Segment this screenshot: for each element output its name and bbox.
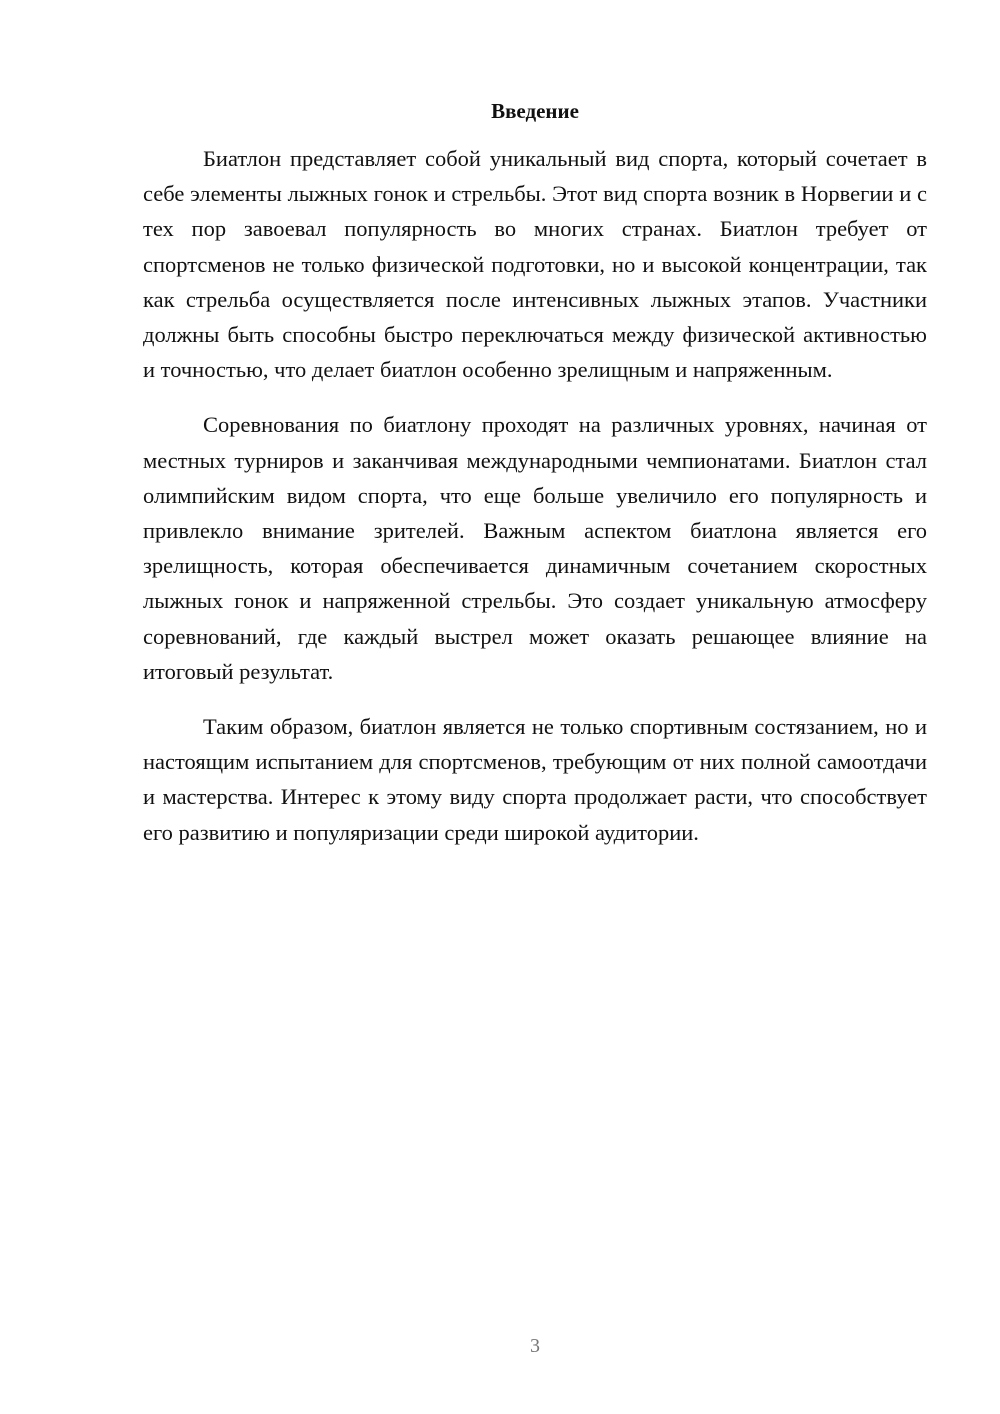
paragraph-2: Соревнования по биатлону проходят на различных уровнях, начиная от местных турниров и заканчивая международными чемпионатами. Биатлон стал олимпийским видом спорта, что еще больше увеличило его популярность и привлекло внимание зрителей. Важным аспектом биатлона является его зрелищность, которая обеспечивается динамичным сочетанием скоростных лыжных гонок и напряженной стрельбы. Это создает уникальную атмосферу соревнований, где каждый выстрел может оказать решающее влияние на итоговый результат.	[143, 412, 927, 684]
paragraph-3: Таким образом, биатлон является не только спортивным состязанием, но и настоящим испытанием для спортсменов, требующим от них полной самоотдачи и мастерства. Интерес к этому виду спорта продолжает расти, что способствует его развитию и популяризации среди широкой аудитории.	[143, 714, 927, 845]
section-heading: Введение	[491, 99, 579, 123]
body-text	[143, 141, 927, 870]
paragraph-1: Биатлон представляет собой уникальный вид спорта, который сочетает в себе элементы лыжных гонок и стрельбы. Этот вид спорта возник в Норвегии и с тех пор завоевал популярность во многих странах. Биатлон требует от спортсменов не только физической подготовки, но и высокой концентрации, так как стрельба осуществляется после интенсивных лыжных этапов. Участники должны быть способны быстро переключаться между физической активностью и точностью, что делает биатлон особенно зрелищным и напряженным.	[143, 146, 927, 383]
page-number: 3	[530, 1335, 540, 1357]
